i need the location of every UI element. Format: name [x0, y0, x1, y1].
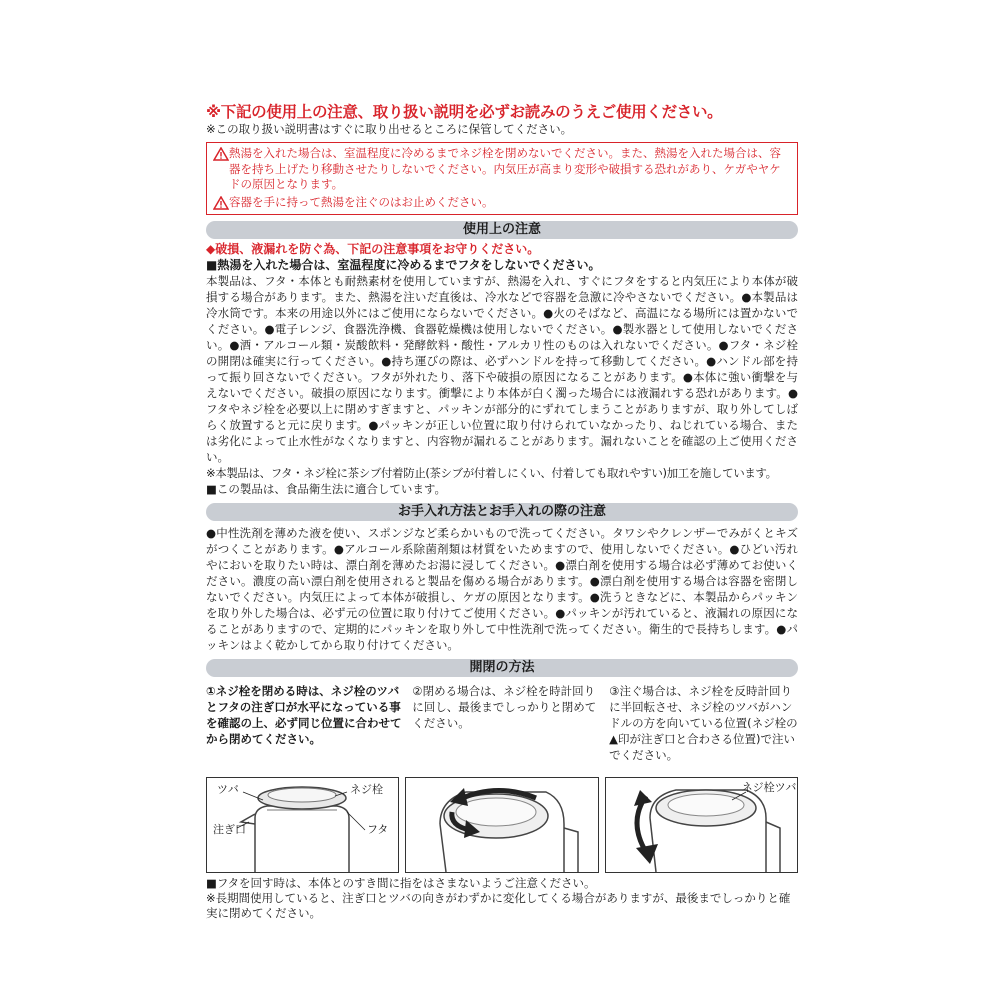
section-title-usage: 使用上の注意 [206, 221, 798, 239]
section-title-open-close: 開閉の方法 [206, 659, 798, 677]
label-sosogiguchi: 注ぎ口 [213, 823, 246, 836]
section-title-care: お手入れ方法とお手入れの際の注意 [206, 503, 798, 521]
label-nejisen-tsuba: ネジ栓ツバ [741, 781, 797, 794]
warning-text-hot-water: 熱湯を入れた場合は、室温程度に冷めるまでネジ栓を閉めないでください。また、熱湯を入れた場合は、容器を持ち上げたり移動させたりしないでください。内気圧が高まり変形や破損する恐れがあり、ケガやヤケドの原因となります。 [229, 146, 781, 191]
warning-line [213, 195, 791, 211]
warning-text-pouring: 容器を手に持って熱湯を注ぐのはお止めください。 [229, 194, 494, 209]
steps-row [206, 683, 798, 763]
usage-note: ※本製品は、フタ・ネジ栓に茶シブ付着防止(茶シブが付着しにくい、付着しても取れやすい)加工を施しています。 [206, 466, 777, 480]
warning-box [206, 142, 798, 215]
figures-row [206, 777, 798, 873]
pitcher-close-illustration [406, 778, 600, 872]
step-2: ②閉める場合は、ネジ栓を時計回りに回し、最後までしっかりと閉めてください。 [412, 684, 597, 730]
label-tsuba: ツバ [217, 783, 239, 796]
step-3: ③注ぐ場合は、ネジ栓を反時計回りに半回転させ、ネジ栓のツバがハンドルの方を向いている位置(ネジ栓の▲印が注ぎ口と合わさる位置)で注いでください。 [609, 684, 798, 762]
care-body: ●中性洗剤を薄めた液を使い、スポンジなど柔らかいもので洗ってください。タワシやクレンザーでみがくとキズがつくことがあります。●アルコール系除菌剤類は材質をいためますので、使用しないでください。●ひどい汚れやにおいを取りたい時は、漂白剤を薄めたお湯に浸してください。●漂白剤を使用する場合は必ず薄めてお使いください。濃度の高い漂白剤を使用されると製品を傷める場合があります。●漂白剤を使用する場合は容器を密閉しないでください。内気圧によって本体が破損し、ケガの原因となります。●洗うときなどに、本製品からパッキンを取り外した場合は、必ず元の位置に取り付けてご使用ください。●パッキンが汚れていると、液漏れの原因になることがありますので、定期的にパッキンを取り外して中性洗剤で洗ってください。衛生的で長持ちします。●パッキンはよく乾かしてから取り付けてください。 [206, 526, 798, 652]
figure-open-counterclockwise [605, 777, 798, 873]
usage-bold-heading: ■熱湯を入れた場合は、室温程度に冷めるまでフタをしないでください。 [206, 258, 601, 272]
sub-notice: ※この取り扱い説明書はすぐに取り出せるところに保管してください。 [206, 122, 573, 136]
main-notice: ※下記の使用上の注意、取り扱い説明を必ずお読みのうえご使用ください。 [206, 103, 723, 121]
step-1: ①ネジ栓を閉める時は、ネジ栓のツバとフタの注ぎ口が水平になっている事を確認の上、必ず同じ位置に合わせてから閉めてください。 [206, 684, 402, 746]
figure-close-clockwise [405, 777, 598, 873]
figure-parts [206, 777, 399, 873]
instruction-sheet [206, 102, 798, 921]
usage-red-heading: ◆破損、液漏れを防ぐ為、下記の注意事項をお守りください。 [206, 242, 540, 256]
label-nejisen: ネジ栓 [350, 783, 383, 796]
usage-body: 本製品は、フタ・本体とも耐熱素材を使用していますが、熱湯を入れ、すぐにフタをすると内気圧により本体が破損する場合があります。また、熱湯を注いだ直後は、冷水などで容器を急激に冷やさないでください。●本製品は冷水筒です。本来の用途以外にはご使用にならないでください。●火のそばなど、高温になる場所には置かないでください。●電子レンジ、食器洗浄機、食器乾燥機は使用しないでください。●製氷器として使用しないでください。●酒・アルコール類・炭酸飲料・発酵飲料・酸性・アルカリ性のものは入れないでください。●フタ・ネジ栓の開閉は確実に行ってください。●持ち運びの際は、必ずハンドルを持って移動してください。●ハンドル部を持って振り回さないでください。フタが外れたり、落下や破損の原因になることがあります。●本体に強い衝撃を与えないでください。破損の原因になります。衝撃により本体が白く濁った場合には液漏れする恐れがあります。●フタやネジ栓を必要以上に閉めすぎますと、パッキンが部分的にずれてしまうことがありますが、取り外してしばらく放置すると元に戻ります。●パッキンが正しい位置に取り付けられていなかったり、ねじれている場合、または劣化によって止水性がなくなりますと、内容物が漏れることがあります。漏れないことを確認の上ご使用ください。 [206, 274, 798, 464]
footer-note: ※長期間使用していると、注ぎ口とツバの向きがわずかに変化してくる場合がありますが、最後までしっかりと確実に閉めてください。 [206, 891, 791, 920]
warning-line [213, 146, 791, 193]
label-futa: フタ [367, 823, 389, 836]
usage-law: ■この製品は、食品衛生法に適合しています。 [206, 482, 446, 496]
warning-triangle-icon [213, 196, 229, 210]
warning-triangle-icon [213, 147, 229, 161]
footer-caution: ■フタを回す時は、本体とのすき間に指をはさまないようご注意ください。 [206, 876, 596, 890]
